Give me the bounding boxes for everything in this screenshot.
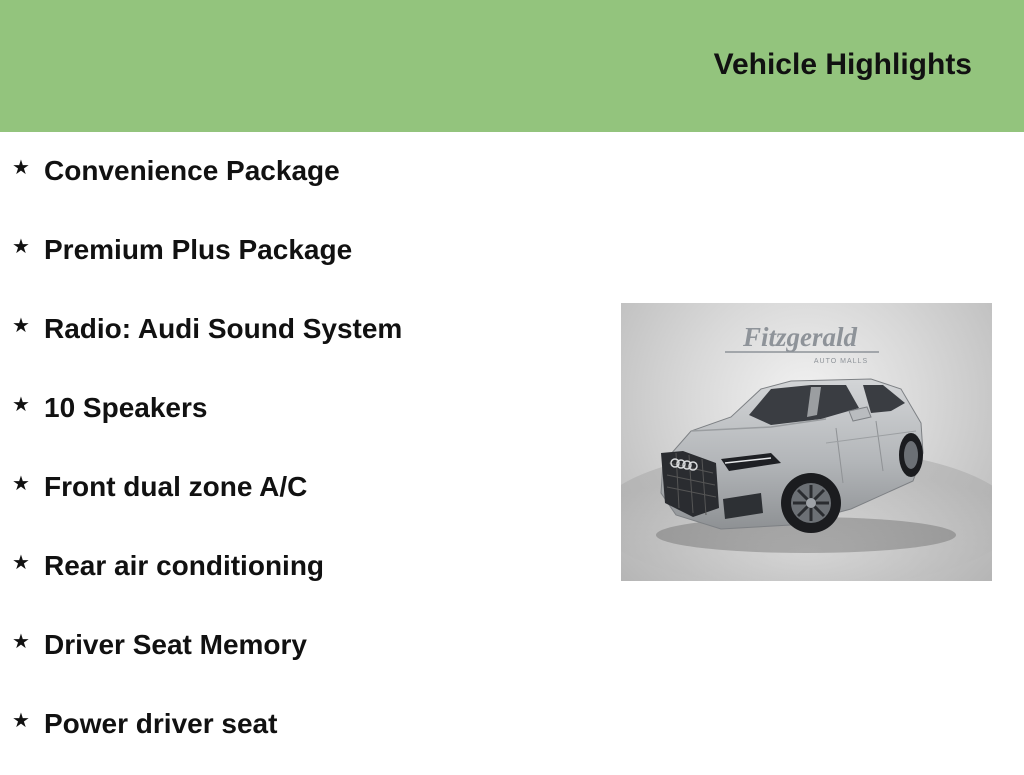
- vehicle-photo: [621, 303, 992, 581]
- feature-label: Convenience Package: [44, 155, 340, 186]
- list-item: [0, 617, 402, 696]
- feature-label: Power driver seat: [44, 708, 278, 739]
- list-item: [0, 222, 402, 301]
- feature-label: 10 Speakers: [44, 392, 208, 423]
- dealer-logo: Fitzgerald: [742, 322, 858, 352]
- feature-label: Radio: Audi Sound System: [44, 313, 403, 344]
- star-icon: ★: [12, 157, 30, 179]
- page-title: Vehicle Highlights: [713, 48, 972, 81]
- star-icon: ★: [12, 473, 30, 495]
- feature-label: Driver Seat Memory: [44, 629, 308, 660]
- star-icon: ★: [12, 710, 30, 732]
- feature-list: [0, 143, 402, 775]
- star-icon: ★: [12, 394, 30, 416]
- star-icon: ★: [12, 236, 30, 258]
- list-item: [0, 143, 402, 222]
- dealer-logo-sub: AUTO MALLS: [813, 358, 869, 365]
- header-bar: [0, 0, 1024, 132]
- feature-label: Front dual zone A/C: [44, 471, 308, 502]
- list-item: [0, 380, 402, 459]
- list-item: [0, 538, 402, 617]
- feature-label: Rear air conditioning: [44, 550, 325, 581]
- star-icon: ★: [12, 631, 30, 653]
- feature-label: Premium Plus Package: [44, 234, 353, 265]
- car-illustration: [621, 303, 992, 581]
- star-icon: ★: [12, 315, 30, 337]
- list-item: [0, 459, 402, 538]
- list-item: [0, 696, 402, 775]
- star-icon: ★: [12, 552, 30, 574]
- list-item: [0, 301, 402, 380]
